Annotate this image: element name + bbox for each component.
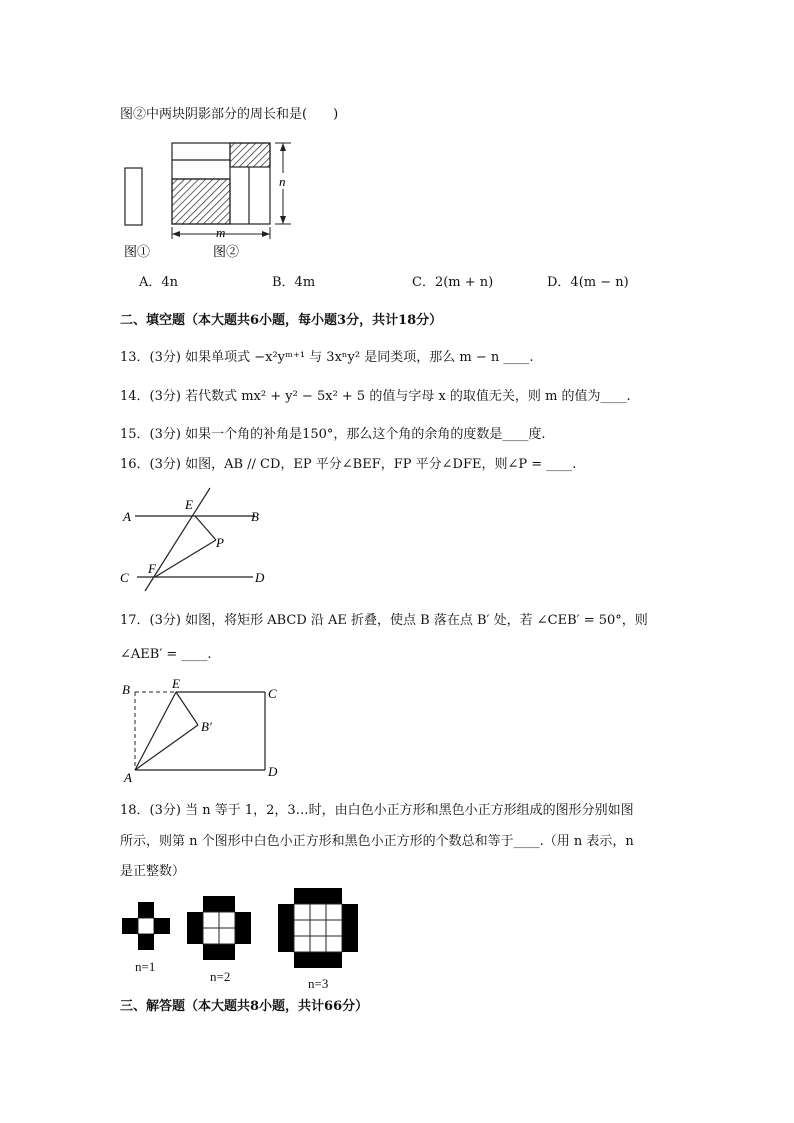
q17-figure [115, 678, 295, 788]
q16-figure [115, 485, 295, 595]
point-b-prime: B′ [201, 719, 212, 734]
q12-option-b: B．4m [272, 275, 316, 290]
q18-line1: 18．(3分) 当 n 等于 1，2，3…时，由白色小正方形和黑色小正方形组成的图形分别如图 [120, 803, 634, 818]
shaded-right [230, 143, 270, 167]
point-a: A [123, 509, 131, 524]
point-d: D [255, 570, 265, 585]
point-e: E [172, 676, 180, 691]
q12-option-c: C．2(m + n) [412, 275, 494, 290]
label-n: n [279, 174, 286, 189]
q12-stem: 图②中两块阴影部分的周长和是( ) [120, 107, 339, 122]
q12-figure [115, 135, 415, 285]
caption-n3: n=3 [308, 976, 329, 991]
section3-heading: 三、解答题（本大题共8小题，共计66分） [120, 999, 369, 1014]
q18-figure-n3 [278, 888, 368, 978]
crease-ae [135, 692, 176, 770]
q12-option-a: A．4n [139, 275, 179, 290]
point-c: C [120, 570, 129, 585]
point-d: D [268, 764, 278, 779]
q18-figure-n1 [122, 902, 182, 962]
q15-text: 15．(3分) 如果一个角的补角是150°，那么这个角的余角的度数是____度. [120, 427, 546, 442]
point-a: A [124, 770, 132, 785]
point-e: E [185, 497, 193, 512]
q12-option-d: D．4(m − n) [547, 275, 629, 290]
q14-text: 14．(3分) 若代数式 mx² + y² − 5x² + 5 的值与字母 x 的取值无关，则 m 的值为____. [120, 389, 631, 404]
point-f: F [148, 561, 156, 576]
point-b: B [251, 509, 259, 524]
label-fig1: 图① [124, 244, 151, 259]
q16-text: 16．(3分) 如图，AB // CD，EP 平分∠BEF，FP 平分∠DFE，则∠P = ____. [120, 457, 577, 472]
point-c: C [268, 686, 277, 701]
point-b: B [122, 682, 130, 697]
point-p: P [216, 535, 224, 550]
caption-n1: n=1 [135, 959, 156, 974]
label-fig2: 图② [213, 244, 240, 259]
q18-figure-n2 [187, 896, 257, 966]
label-m: m [216, 225, 226, 240]
q18-line2: 所示，则第 n 个图形中白色小正方形和黑色小正方形的个数总和等于____.（用 n 表示，n [120, 834, 634, 849]
fig1-rect [125, 168, 142, 225]
segment-eb1 [176, 692, 198, 725]
q18-line3: 是正整数） [120, 864, 186, 879]
q13-text: 13．(3分) 如果单项式 −x²yᵐ⁺¹ 与 3xⁿy² 是同类项，那么 m − n ____. [120, 350, 534, 365]
segment-ep [195, 516, 216, 540]
segment-ab1 [135, 725, 198, 770]
q17-line1: 17．(3分) 如图，将矩形 ABCD 沿 AE 折叠，使点 B 落在点 B′ 处，若 ∠CEB′ = 50°，则 [120, 613, 648, 628]
q17-line2: ∠AEB′ = ____. [120, 647, 212, 662]
caption-n2: n=2 [210, 969, 231, 984]
segment-fp [155, 540, 216, 577]
section2-heading: 二、填空题（本大题共6小题，每小题3分，共计18分） [120, 313, 443, 328]
shaded-left [172, 179, 230, 224]
